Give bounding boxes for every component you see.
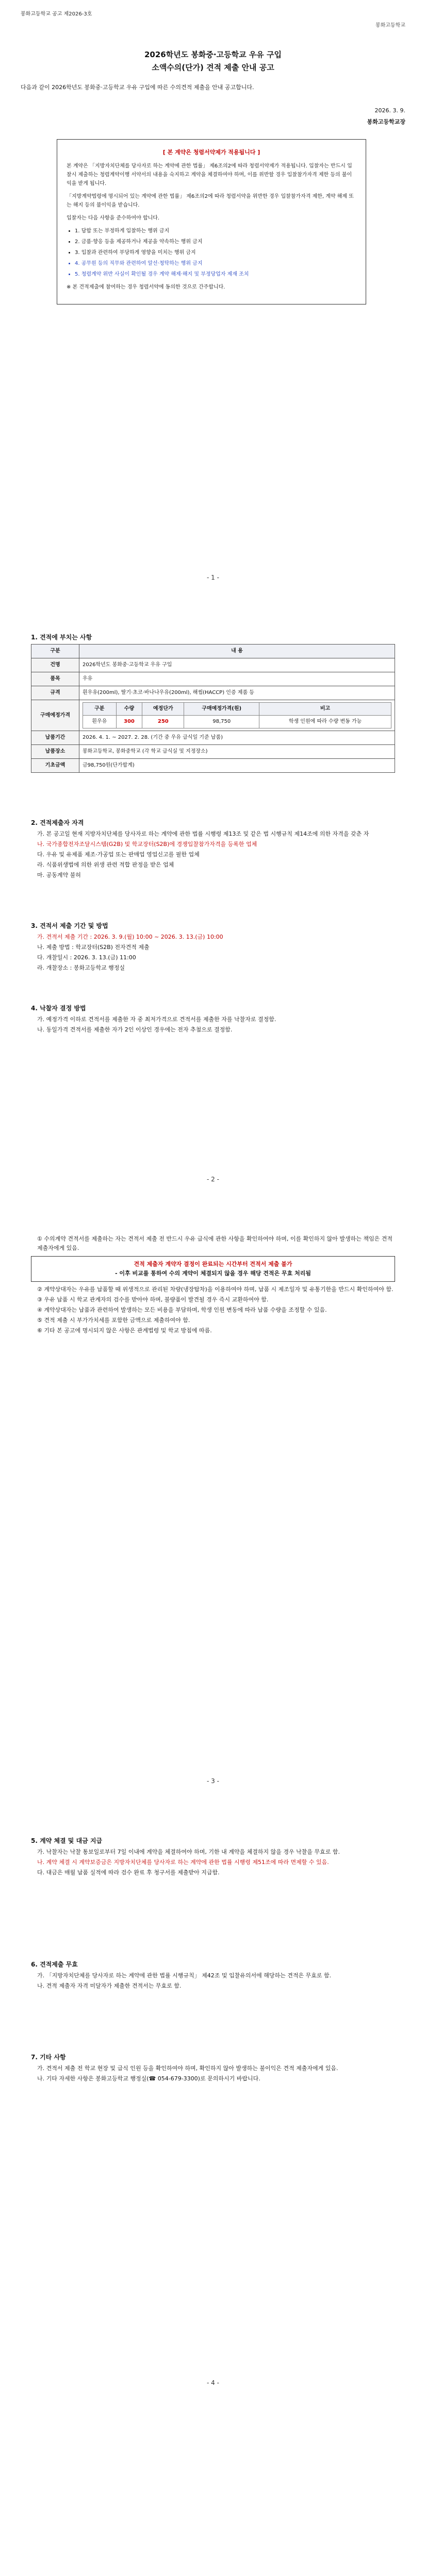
notice-rule: • 2. 금품·향응 등을 제공하거나 제공을 약속하는 행위 금지 bbox=[75, 238, 356, 246]
row-label: 구매예정가격 bbox=[31, 700, 79, 731]
notice-rule: • 5. 청렴계약 위반 사실이 확인될 경우 계약 해제·해지 및 부정당업자 제재 조치 bbox=[75, 270, 356, 279]
list-item: 나. 기타 자세한 사항은 봉화고등학교 행정실(☎ 054-679-3300)로 문의하시기 바랍니다. bbox=[37, 2075, 260, 2082]
row-value: 2026. 4. 1. ~ 2027. 2. 28. (기간 중 우유 급식일 기준 납품) bbox=[79, 731, 395, 745]
page-3 bbox=[0, 1204, 426, 1805]
list-item: ⑤ 견적 제출 시 부가가치세를 포함한 금액으로 제출하여야 함. bbox=[37, 1317, 190, 1324]
list-item: 가. 낙찰자는 낙찰 통보일로부터 7일 이내에 계약을 체결하여야 하며, 기한 내 계약을 체결하지 않을 경우 낙찰을 무효로 함. bbox=[37, 1849, 340, 1855]
row-value: 금98,750원(단가합계) bbox=[79, 759, 395, 773]
table-row bbox=[31, 672, 395, 686]
list-item: 가. 견적서 제출 전 학교 현장 및 급식 인원 등을 확인하여야 하며, 확인하지 않아 발생하는 불이익은 견적 제출자에게 있음. bbox=[37, 2065, 338, 2072]
section-2 bbox=[31, 818, 395, 881]
price-subtable-cell bbox=[79, 700, 395, 731]
subtable-header: 구분 bbox=[83, 703, 117, 716]
row-label: 기초금액 bbox=[31, 759, 79, 773]
list-item: ③ 우유 납품 시 학교 관계자의 검수를 받아야 하며, 불량품이 발견될 경우 즉시 교환하여야 함. bbox=[37, 1296, 269, 1303]
section-2-heading: 2. 견적제출자 자격 bbox=[31, 819, 84, 826]
row-label: 규격 bbox=[31, 686, 79, 700]
title-line-1: 2026학년도 봉화중·고등학교 우유 구입 bbox=[144, 50, 282, 59]
row-label: 납품장소 bbox=[31, 745, 79, 759]
row-value: 2026학년도 봉화중·고등학교 우유 구입 bbox=[79, 658, 395, 672]
list-item: 라. 개찰장소 : 봉화고등학교 행정실 bbox=[37, 964, 125, 971]
page-number: - 4 - bbox=[207, 2379, 219, 2386]
list-item: 가. 「지방자치단체를 당사자로 하는 계약에 관한 법률 시행규칙」 제42조 및 입찰유의서에 해당하는 견적은 무효로 함. bbox=[37, 1972, 332, 1979]
subtable-header: 비고 bbox=[259, 703, 391, 716]
list-item: ② 계약상대자는 우유를 납품할 때 위생적으로 관리된 차량(냉장탑차)을 이용하여야 하며, 납품 시 제조일자 및 유통기한을 반드시 확인하여야 함. bbox=[37, 1286, 394, 1293]
row-label: 납품기간 bbox=[31, 731, 79, 745]
page-number: - 3 - bbox=[207, 1777, 219, 1785]
table-row bbox=[31, 759, 395, 773]
list-item: 나. 동일가격 견적서를 제출한 자가 2인 이상인 경우에는 전자 추첨으로 결정함. bbox=[37, 1026, 233, 1033]
page-1 bbox=[0, 0, 426, 602]
page-number: - 2 - bbox=[207, 1176, 219, 1183]
section-5 bbox=[31, 1836, 395, 1878]
col-label-header: 구분 bbox=[31, 645, 79, 658]
title-line-2: 소액수의(단가) 견적 제출 안내 공고 bbox=[152, 63, 274, 72]
notice-rules bbox=[67, 227, 356, 279]
list-item: 마. 공동계약 불허 bbox=[37, 872, 81, 878]
row-value: 흰우유(200ml), 딸기·초코·바나나우유(200ml), 해썹(HACCP) 인증 제품 등 bbox=[79, 686, 395, 700]
notice-rule: • 1. 담합 또는 부정하게 입찰하는 행위 금지 bbox=[75, 227, 356, 235]
table-row bbox=[31, 700, 395, 731]
section-3 bbox=[31, 921, 395, 974]
list-item: ① 수의계약 견적서를 제출하는 자는 견적서 제출 전 반드시 우유 급식에 관한 사항을 확인하여야 하며, 이를 확인하지 않아 발생하는 책임은 견적 제출자에게 있음. bbox=[37, 1235, 392, 1251]
list-item: ⑥ 기타 본 공고에 명시되지 않은 사항은 관계법령 및 학교 방침에 따름. bbox=[37, 1327, 212, 1334]
table-row bbox=[31, 731, 395, 745]
section-4 bbox=[31, 1004, 395, 1036]
list-item: 가. 견적서 제출 기간 : 2026. 3. 9.(월) 10:00 ~ 2026. 3. 13.(금) 10:00 bbox=[37, 934, 223, 940]
section-1 bbox=[31, 633, 395, 773]
subtable-cell: 학생 인원에 따라 수량 변동 가능 bbox=[259, 716, 391, 728]
list-item: 가. 예정가격 이하로 견적서를 제출한 자 중 최저가격으로 견적서를 제출한 자를 낙찰자로 결정함. bbox=[37, 1016, 276, 1023]
notice-paragraph-2: 「지방계약법령에 명시되어 있는 계약에 관한 법률」 제6조의2에 따라 청렴서약을 위반한 경우 입찰참가자격 제한, 계약 해제 또는 해지 등의 불이익을 받습니다. bbox=[67, 194, 354, 208]
section-5-heading: 5. 계약 체결 및 대금 지급 bbox=[31, 1837, 103, 1844]
list-item: 나. 견적 제출자 자격 미달자가 제출한 견적서는 무효로 함. bbox=[37, 1982, 182, 1989]
document-number: 봉화고등학교 공고 제2026-3호 bbox=[21, 11, 92, 17]
row-label: 품목 bbox=[31, 672, 79, 686]
row-value: 우유 bbox=[79, 672, 395, 686]
list-item: 다. 개찰일시 : 2026. 3. 13.(금) 11:00 bbox=[37, 954, 136, 961]
subtable-header: 예정단가 bbox=[142, 703, 184, 716]
page-4 bbox=[0, 1805, 426, 2407]
section-7-heading: 7. 기타 사항 bbox=[31, 2054, 66, 2061]
list-item: 다. 대금은 매월 납품 실적에 따라 검수 완료 후 청구서를 제출받아 지급함. bbox=[37, 1869, 220, 1876]
subtable-cell: 300 bbox=[116, 716, 142, 728]
list-item: 나. 국가종합전자조달시스템(G2B) 및 학교장터(S2B)에 경쟁입찰참가자격을 등록한 업체 bbox=[37, 841, 257, 848]
section-4-heading: 4. 낙찰자 결정 방법 bbox=[31, 1005, 86, 1012]
list-item: 가. 본 공고일 현재 지방자치단체를 당사자로 하는 계약에 관한 법률 시행령 제13조 및 같은 법 시행규칙 제14조에 의한 자격을 갖춘 자 bbox=[37, 831, 369, 837]
announce-date: 2026. 3. 9. bbox=[374, 107, 405, 114]
price-subtable bbox=[83, 702, 391, 728]
notice-rule: • 4. 공무원 등의 직무와 관련하여 알선·청탁하는 행위 금지 bbox=[75, 259, 356, 268]
row-value: 봉화고등학교, 봉화중학교 (각 학교 급식실 및 지정장소) bbox=[79, 745, 395, 759]
list-item: ④ 계약상대자는 납품과 관련하여 발생하는 모든 비용을 부담하며, 학생 인원 변동에 따라 납품 수량을 조정할 수 있음. bbox=[37, 1307, 327, 1313]
table-row bbox=[31, 658, 395, 672]
school-name-top: 봉화고등학교 bbox=[375, 23, 405, 28]
col-content-header: 내 용 bbox=[79, 645, 395, 658]
notice-heading: [ 본 계약은 청렴서약제가 적용됩니다 ] bbox=[162, 149, 260, 156]
notice-paragraph-1: 본 계약은 「지방자치단체를 당사자로 하는 계약에 관한 법률」 제6조의2에 따라 청렴서약제가 적용됩니다. 입찰자는 반드시 입찰시 제출하는 청렴계약이행 서약서의 내용을 숙지하고 계약을 체결하여야 하며, 이를 위반할 경우 입찰참가자격 제한 등의 불이익을 받게 됩니다. bbox=[67, 163, 352, 187]
subtable-cell: 250 bbox=[142, 716, 184, 728]
notice-paragraph-4: ※ 본 견적제출에 참여하는 경우 청렴서약에 동의한 것으로 간주합니다. bbox=[67, 284, 225, 290]
notice-rule: • 3. 입찰과 관련하여 부당하게 영향을 미치는 행위 금지 bbox=[75, 248, 356, 257]
bid-info-table bbox=[31, 644, 395, 773]
subtable-cell: 98,750 bbox=[184, 716, 259, 728]
section-7 bbox=[31, 2053, 395, 2084]
row-label: 건명 bbox=[31, 658, 79, 672]
subtable-cell: 흰우유 bbox=[83, 716, 117, 728]
table-row bbox=[31, 686, 395, 700]
intro-text: 다음과 같이 2026학년도 봉화중·고등학교 우유 구입에 따른 수의견적 제출을 안내 공고합니다. bbox=[21, 84, 254, 91]
warning-line-1: 견적 제출자 계약자 결정이 완료되는 시간부터 견적서 제출 불가 bbox=[134, 1261, 292, 1267]
section-6-heading: 6. 견적제출 무효 bbox=[31, 1961, 78, 1968]
section-conditions bbox=[31, 1234, 395, 1336]
subtable-header: 구매예정가격(원) bbox=[184, 703, 259, 716]
subtable-header: 수량 bbox=[116, 703, 142, 716]
table-row bbox=[31, 745, 395, 759]
list-item: 라. 식품위생법에 의한 위생 관련 적합 판정을 받은 업체 bbox=[37, 861, 174, 868]
notice-paragraph-3: 입찰자는 다음 사항을 준수하여야 합니다. bbox=[67, 215, 160, 221]
section-6 bbox=[31, 1960, 395, 1992]
list-item: 나. 계약 체결 시 계약보증금은 지방자치단체를 당사자로 하는 계약에 관한 법률 시행령 제51조에 따라 면제할 수 있음. bbox=[37, 1859, 329, 1866]
page-2 bbox=[0, 602, 426, 1204]
signer: 봉화고등학교장 bbox=[367, 118, 405, 125]
warning-box bbox=[31, 1256, 395, 1282]
section-1-heading: 1. 견적에 부치는 사항 bbox=[31, 634, 92, 641]
page-number: - 1 - bbox=[207, 574, 219, 581]
subtable-row bbox=[83, 716, 391, 728]
page-5 bbox=[0, 2407, 426, 2576]
section-3-heading: 3. 견적서 제출 기간 및 방법 bbox=[31, 922, 108, 929]
warning-line-2: - 이후 비교를 통하여 수의 계약이 체결되지 않을 경우 해당 견적은 무효 처리됨 bbox=[115, 1270, 311, 1277]
list-item: 나. 제출 방법 : 학교장터(S2B) 전자견적 제출 bbox=[37, 944, 150, 951]
list-item: 다. 우유 및 유제품 제조·가공업 또는 판매업 영업신고를 필한 업체 bbox=[37, 851, 200, 858]
integrity-notice-box bbox=[57, 139, 366, 304]
